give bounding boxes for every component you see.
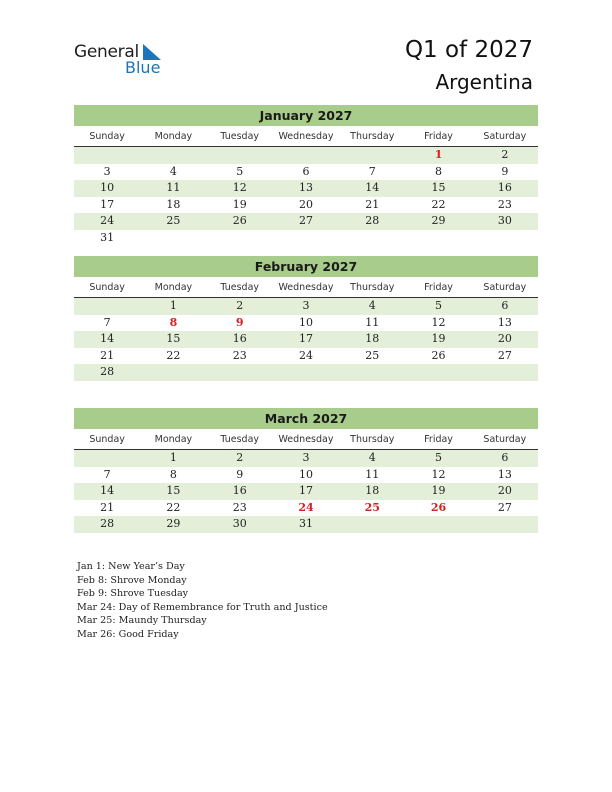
day-cell: 22 — [166, 348, 181, 362]
holiday-notes — [77, 560, 328, 641]
day-cell: 21 — [100, 500, 115, 514]
day-cell: 17 — [298, 484, 313, 497]
day-cell: 7 — [103, 467, 111, 481]
day-cell: 27 — [298, 214, 313, 227]
day-cell: 19 — [431, 484, 446, 497]
week-row — [74, 180, 538, 197]
day-cell: 24 — [100, 214, 115, 227]
day-cell: 15 — [166, 484, 181, 497]
day-cell — [273, 230, 339, 247]
day-cell — [339, 230, 405, 247]
month-title: March 2027 — [74, 408, 538, 429]
day-cell — [339, 516, 405, 533]
week-row — [74, 164, 538, 181]
day-cell — [472, 516, 538, 533]
page-title: Q1 of 2027 — [404, 37, 533, 63]
day-cell — [405, 364, 471, 381]
weekday-label: Friday — [424, 434, 453, 445]
day-cell — [472, 230, 538, 247]
day-cell: 29 — [166, 517, 181, 530]
day-cell: 2 — [236, 299, 244, 312]
day-cell: 8 — [169, 467, 177, 481]
brand-general-text: General — [74, 42, 139, 62]
month-title: January 2027 — [74, 105, 538, 126]
day-cell: 28 — [100, 365, 115, 378]
day-cell — [273, 364, 339, 381]
holiday-day-cell: 25 — [364, 500, 380, 514]
day-cell: 3 — [302, 451, 310, 464]
day-cell: 20 — [497, 332, 512, 345]
day-cell: 1 — [169, 451, 177, 464]
weekday-label: Wednesday — [278, 131, 334, 142]
day-cell: 21 — [365, 197, 380, 211]
weekday-label: Friday — [424, 131, 453, 142]
weekday-label: Monday — [154, 282, 193, 293]
day-cell: 18 — [365, 332, 380, 345]
day-cell: 5 — [435, 299, 443, 312]
week-row — [74, 315, 538, 332]
holiday-note: Mar 24: Day of Remembrance for Truth and Justice — [77, 601, 328, 613]
day-cell: 20 — [298, 197, 313, 211]
holiday-day-cell: 24 — [298, 500, 314, 514]
day-cell: 6 — [501, 299, 509, 312]
day-cell: 8 — [435, 164, 443, 178]
week-row — [74, 230, 538, 247]
day-cell: 12 — [232, 181, 247, 194]
country-name: Argentina — [435, 70, 533, 94]
week-row — [74, 467, 538, 484]
weekday-label: Friday — [424, 282, 453, 293]
day-cell: 26 — [431, 348, 446, 362]
day-cell — [339, 364, 405, 381]
day-cell: 17 — [298, 332, 313, 345]
day-cell: 23 — [232, 348, 247, 362]
holiday-note: Mar 25: Maundy Thursday — [77, 615, 207, 626]
day-cell: 13 — [497, 467, 512, 481]
weekday-label: Saturday — [483, 434, 527, 445]
weekday-label: Saturday — [483, 131, 527, 142]
week-row — [74, 483, 538, 500]
weekday-label: Tuesday — [220, 434, 260, 445]
weekday-label: Sunday — [89, 434, 125, 445]
day-cell: 17 — [100, 197, 115, 211]
day-cell — [405, 516, 471, 533]
day-cell: 16 — [232, 484, 247, 497]
weekday-label: Thursday — [350, 434, 395, 445]
day-cell: 16 — [497, 181, 512, 194]
brand-logo — [74, 42, 184, 78]
day-cell: 3 — [103, 164, 111, 178]
day-cell: 11 — [365, 315, 380, 329]
holiday-day-cell: 9 — [235, 315, 244, 329]
day-cell: 6 — [501, 451, 509, 464]
day-cell: 31 — [100, 230, 115, 244]
day-cell: 10 — [100, 181, 115, 194]
day-cell: 2 — [236, 451, 244, 464]
day-cell: 10 — [298, 315, 313, 329]
week-row — [74, 331, 538, 348]
day-cell: 22 — [166, 500, 181, 514]
day-cell — [472, 364, 538, 381]
weekday-label: Monday — [154, 434, 193, 445]
day-cell: 2 — [501, 148, 509, 161]
day-cell: 30 — [497, 214, 512, 227]
holiday-day-cell: 1 — [434, 148, 443, 161]
day-cell: 18 — [166, 197, 181, 211]
weekday-label: Tuesday — [220, 282, 260, 293]
weekday-label: Sunday — [89, 131, 125, 142]
month-title: February 2027 — [74, 256, 538, 277]
day-cell — [74, 147, 140, 164]
day-cell: 14 — [100, 332, 115, 345]
week-row — [74, 450, 538, 467]
week-row — [74, 364, 538, 381]
week-row — [74, 197, 538, 214]
weekday-label: Saturday — [483, 282, 527, 293]
day-cell: 16 — [232, 332, 247, 345]
month-calendar — [74, 256, 538, 381]
day-cell — [140, 364, 206, 381]
holiday-note: Feb 9: Shrove Tuesday — [77, 588, 189, 599]
day-cell: 5 — [435, 451, 443, 464]
day-cell: 19 — [232, 197, 247, 211]
day-cell: 27 — [497, 500, 512, 514]
day-cell: 14 — [365, 181, 380, 194]
day-cell: 14 — [100, 484, 115, 497]
day-cell: 23 — [497, 197, 512, 211]
weekday-label: Thursday — [350, 282, 395, 293]
day-cell: 4 — [368, 451, 376, 464]
day-cell: 19 — [431, 332, 446, 345]
day-cell: 22 — [431, 197, 446, 211]
day-cell — [140, 230, 206, 247]
weekday-header-row — [74, 279, 538, 298]
day-cell — [74, 450, 140, 467]
week-row — [74, 516, 538, 533]
day-cell: 13 — [497, 315, 512, 329]
day-cell: 7 — [368, 164, 376, 178]
day-cell: 28 — [100, 517, 115, 530]
day-cell — [339, 147, 405, 164]
day-cell — [405, 230, 471, 247]
day-cell: 28 — [365, 214, 380, 227]
holiday-day-cell: 8 — [169, 315, 178, 329]
day-cell — [273, 147, 339, 164]
holiday-note: Feb 8: Shrove Monday — [77, 574, 187, 586]
day-cell: 12 — [431, 467, 446, 481]
day-cell: 7 — [103, 315, 111, 329]
day-cell: 4 — [169, 164, 177, 178]
week-row — [74, 147, 538, 164]
day-cell: 26 — [232, 214, 247, 227]
weekday-label: Monday — [154, 131, 193, 142]
day-cell: 29 — [431, 214, 446, 227]
day-cell — [207, 147, 273, 164]
weekday-label: Tuesday — [220, 131, 260, 142]
day-cell — [207, 364, 273, 381]
month-calendar — [74, 408, 538, 533]
brand-blue-text: Blue — [125, 58, 161, 77]
weekday-header-row — [74, 431, 538, 450]
month-calendar — [74, 105, 538, 246]
day-cell: 12 — [431, 315, 446, 329]
weekday-label: Wednesday — [278, 434, 334, 445]
day-cell: 9 — [501, 164, 509, 178]
day-cell — [207, 230, 273, 247]
day-cell: 15 — [166, 332, 181, 345]
day-cell — [74, 298, 140, 315]
weekday-header-row — [74, 128, 538, 147]
day-cell: 23 — [232, 500, 247, 514]
day-cell: 25 — [365, 348, 380, 362]
day-cell: 6 — [302, 164, 310, 178]
day-cell: 30 — [232, 517, 247, 530]
day-cell: 4 — [368, 299, 376, 312]
day-cell: 27 — [497, 348, 512, 362]
day-cell: 11 — [166, 181, 181, 194]
holiday-note: Mar 26: Good Friday — [77, 628, 179, 640]
weekday-label: Thursday — [350, 131, 395, 142]
day-cell: 11 — [365, 467, 380, 481]
day-cell — [140, 147, 206, 164]
day-cell: 21 — [100, 348, 115, 362]
day-cell: 5 — [236, 164, 244, 178]
week-row — [74, 298, 538, 315]
day-cell: 25 — [166, 214, 181, 227]
day-cell: 13 — [298, 181, 313, 194]
week-row — [74, 348, 538, 365]
day-cell: 1 — [169, 299, 177, 312]
day-cell: 20 — [497, 484, 512, 497]
day-cell: 18 — [365, 484, 380, 497]
day-cell: 15 — [431, 181, 446, 194]
day-cell: 10 — [298, 467, 313, 481]
week-row — [74, 213, 538, 230]
week-row — [74, 500, 538, 517]
day-cell: 31 — [298, 517, 313, 530]
weekday-label: Sunday — [89, 282, 125, 293]
holiday-day-cell: 26 — [430, 500, 447, 514]
day-cell: 3 — [302, 299, 310, 312]
holiday-note: Jan 1: New Year’s Day — [77, 561, 185, 572]
day-cell: 9 — [236, 467, 244, 481]
weekday-label: Wednesday — [278, 282, 334, 293]
day-cell: 24 — [298, 348, 313, 362]
